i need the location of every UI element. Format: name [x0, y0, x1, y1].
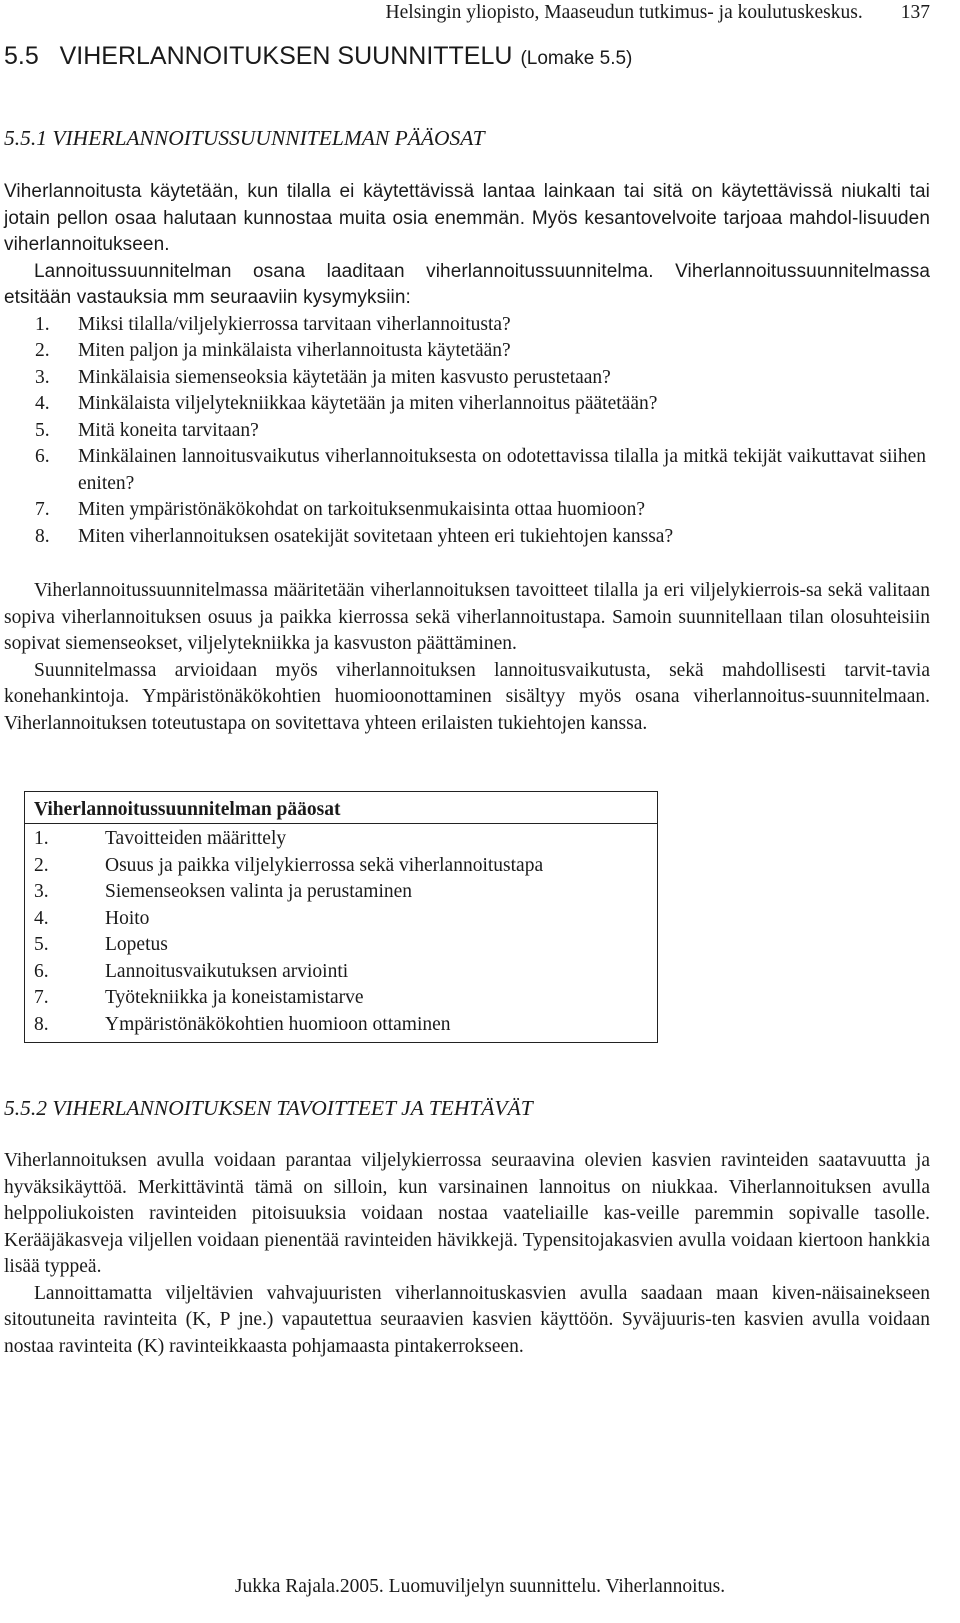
list-item: 6. Lannoitusvaikutuksen arviointi: [34, 960, 349, 982]
list-item: 1. Tavoitteiden määrittely: [34, 828, 287, 849]
paragraph: Suunnitelmassa arvioidaan myös viherlannoituksen lannoitusvaikutusta, sekä mahdollisesti tarvit-tavia konehankintoja. Ympäristönäkökohtien huomioonottaminen sisältyy myös osana viherlannoitus-suunnitelmaan. Viherlannoituksen toteutustapa on sovitettava yhteen erilaisten tukiehtojen kanssa.: [4, 659, 930, 734]
section-1-body: [4, 179, 930, 550]
list-item: 4. Minkälaista viljelytekniikkaa käytetään ja miten viherlannoitus päätetään?: [35, 393, 658, 414]
question-list: [4, 312, 930, 551]
page-title: [4, 40, 632, 75]
section-heading-1: 5.5.1 VIHERLANNOITUSSUUNNITELMAN PÄÄOSAT: [4, 126, 485, 150]
list-item: 6. Minkälainen lannoitusvaikutus viherlannoituksesta on odotettavissa tilalla ja mitkä tekijät vaikuttavat siihen eniten?: [35, 446, 926, 494]
list-item: 3. Minkälaisia siemenseoksia käytetään ja miten kasvusto perustetaan?: [35, 366, 611, 388]
list-item: 8. Miten viherlannoituksen osatekijät sovitetaan yhteen eri tukiehtojen kanssa?: [35, 525, 674, 547]
list-item: 5. Lopetus: [34, 934, 168, 955]
box-heading: Viherlannoitussuunnitelman pääosat: [25, 792, 657, 824]
summary-box: [24, 791, 658, 1043]
title-text: 5.5 VIHERLANNOITUKSEN SUUNNITTELU: [4, 42, 513, 70]
section-2-body: [4, 1148, 930, 1360]
list-item: 2. Miten paljon ja minkälaista viherlannoitusta käytetään?: [35, 340, 511, 361]
paragraph: Lannoittamatta viljeltävien vahvajuuristen viherlannoituskasvien avulla saadaan maan kiven-näisainekseen sitoutuneita ravinteita (K, P jne.) vapautettua seuraavien kasvien käyttöön. Syväjuuris-ten kasvien avulla voidaan nostaa ravinteita (K) ravinteikkaasta pohjamaasta pintakerrokseen.: [4, 1282, 930, 1357]
page-footer: Jukka Rajala.2005. Luomuviljelyn suunnittelu. Viherlannoitus.: [234, 1576, 726, 1597]
section-heading-2: 5.5.2 VIHERLANNOITUKSEN TAVOITTEET JA TEHTÄVÄT: [4, 1096, 533, 1120]
list-item: 5. Mitä koneita tarvitaan?: [35, 419, 259, 441]
list-item: 3. Siemenseoksen valinta ja perustaminen: [34, 881, 413, 902]
paragraph: Viherlannoitussuunnitelmassa määritetään viherlannoituksen tavoitteet tilalla ja eri viljelykierrois-sa sekä valitaan sopiva viherlannoituksen osuus ja paikka kierrossa sekä viherlannoitustapa. Samoin suunnitellaan tilan olosuhteisiin sopivat siemenseokset, viljelytekniikka ja kasvuston päättäminen.: [4, 580, 930, 654]
page-number: 137: [900, 2, 930, 23]
running-header: [210, 0, 930, 27]
paragraph: Lannoitussuunnitelman osana laaditaan viherlannoitussuunnitelma. Viherlannoitussuunnitelmassa etsitään vastauksia mm seuraaviin kysymyksiin:: [4, 260, 930, 308]
list-item: 1. Miksi tilalla/viljelykierrossa tarvitaan viherlannoitusta?: [35, 313, 511, 335]
header-institution: Helsingin yliopisto, Maaseudun tutkimus- ja koulutuskeskus.: [385, 2, 863, 23]
section-1-summary: [4, 578, 930, 737]
paragraph: Viherlannoituksen avulla voidaan parantaa viljelykierrossa seuraavina olevien kasvien ravinteiden saatavuutta ja hyväksikäyttöä. Merkittävintä tämä on silloin, kun varsinainen lannoitus on niukkaa. Viherlannoituksen avulla helppoliukoisten ravinteiden pitoisuuksia voidaan nostaa vaateliaille kas-veille paremmin sopivalle tasolle. Kerääjäkasveja viljellen voidaan pienentää ravinteiden hävikkejä. Typensitojakasvien avulla voidaan kiertoon hankkia lisää typpeä.: [4, 1150, 930, 1277]
list-item: 7. Työtekniikka ja koneistamistarve: [34, 987, 364, 1008]
paragraph: Viherlannoitusta käytetään, kun tilalla ei käytettävissä lantaa lainkaan tai sitä on käytettävissä niukalti tai jotain pellon osaa halutaan kunnostaa muita osia enemmän. Myös kesantovelvoite tarjoaa mahdol-lisuuden viherlannoitukseen.: [4, 181, 930, 255]
box-list: [25, 824, 657, 1042]
list-item: 4. Hoito: [34, 907, 150, 929]
list-item: 2. Osuus ja paikka viljelykierrossa sekä viherlannoitustapa: [34, 854, 544, 876]
list-item: 7. Miten ympäristönäkökohdat on tarkoituksenmukaisinta ottaa huomioon?: [35, 499, 646, 520]
form-reference: (Lomake 5.5): [520, 48, 633, 69]
list-item: 8. Ympäristönäkökohtien huomioon ottaminen: [34, 1013, 451, 1035]
